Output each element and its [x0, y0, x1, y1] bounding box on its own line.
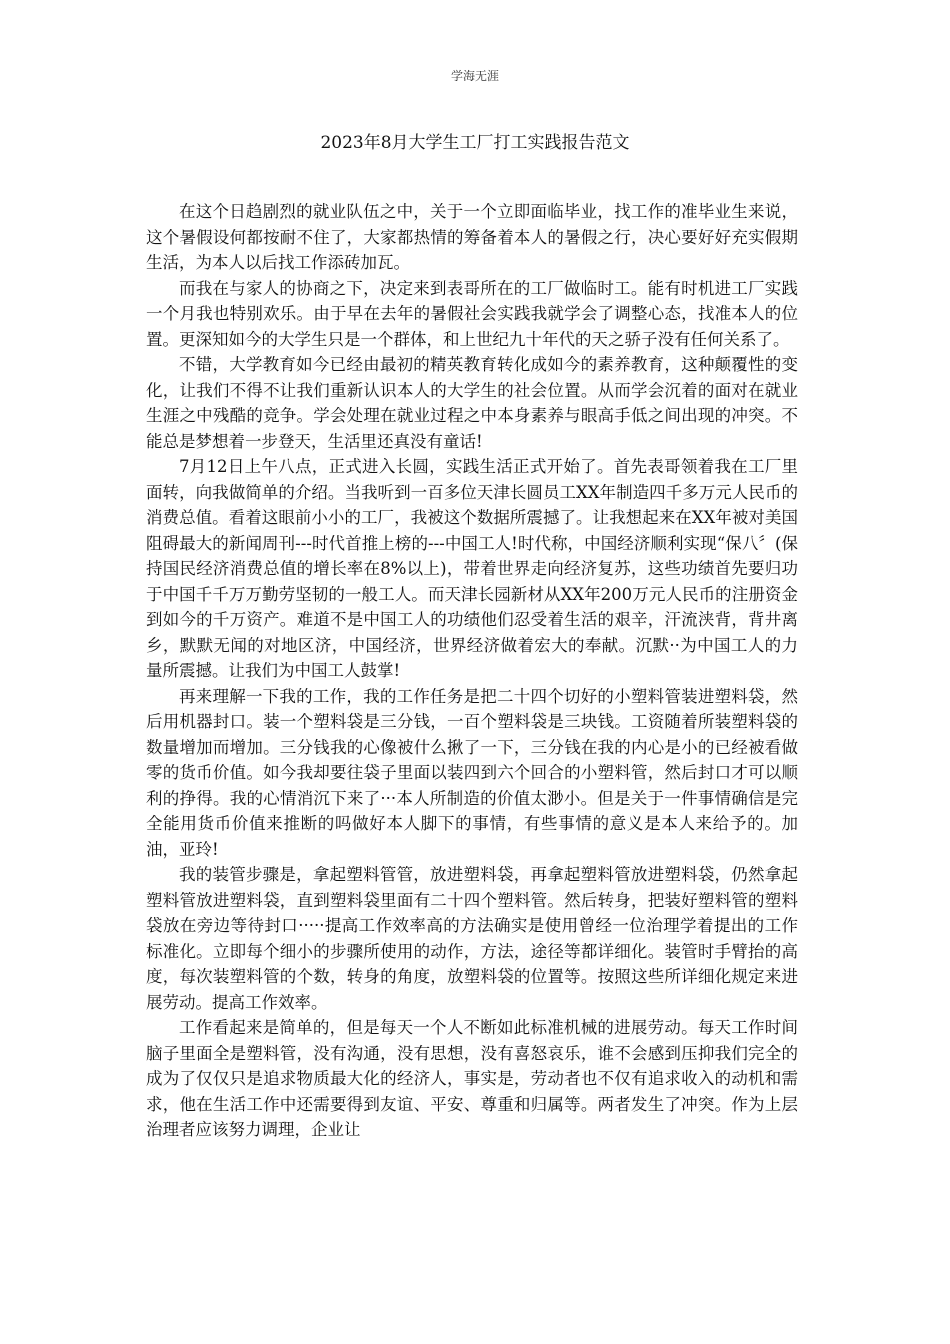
document-body	[146, 199, 798, 1143]
paragraph: 7月12日上午八点，正式进入长圆，实践生活正式开始了。首先表哥领着我在工厂里面转，向我做简单的介绍。当我听到一百多位天津长圆员工XX年制造四千多万元人民币的消费总值。看着这眼前小小的工厂，我被这个数据所震撼了。让我想起来在XX年被对美国阻碍最大的新闻周刊---时代首推上榜的---中国工人!时代称，中国经济顺利实现“保八〞(保持国民经济消费总值的增长率在8%以上)，带着世界走向经济复苏，这些功绩首先要归功于中国千千万万勤劳坚韧的一般工人。而天津长园新材从XX年200万元人民币的注册资金到如今的千万资产。难道不是中国工人的功绩他们忍受着生活的艰辛，汗流浃背，背井离乡，默默无闻的对地区济，中国经济，世界经济做着宏大的奉献。沉默··为中国工人的力量所震撼。让我们为中国工人鼓掌!	[146, 457, 798, 680]
paragraph: 而我在与家人的协商之下，决定来到表哥所在的工厂做临时工。能有时机进工厂实践一个月我也特别欢乐。由于早在去年的暑假社会实践我就学会了调整心态，找准本人的位置。更深知如今的大学生只是一个群体，和上世纪九十年代的天之骄子没有任何关系了。	[146, 278, 798, 349]
paragraph: 工作看起来是简单的，但是每天一个人不断如此标准机械的进展劳动。每天工作时间脑子里面全是塑料管，没有沟通，没有思想，没有喜怒哀乐，谁不会感到压抑我们完全的成为了仅仅只是追求物质最大化的经济人，事实是，劳动者也不仅有追求收入的动机和需求，他在生活工作中还需要得到友谊、平安、尊重和归属等。两者发生了冲突。作为上层治理者应该努力调理，企业让	[146, 1018, 798, 1139]
paragraph: 我的装管步骤是，拿起塑料管管，放进塑料袋，再拿起塑料管放进塑料袋，仍然拿起塑料管放进塑料袋，直到塑料袋里面有二十四个塑料管。然后转身，把装好塑料管的塑料袋放在旁边等待封口·····提高工作效率高的方法确实是使用曾经一位治理学着提出的工作标准化。立即每个细小的步骤所使用的动作，方法，途径等都详细化。装管时手臂抬的高度，每次装塑料管的个数，转身的角度，放塑料袋的位置等。按照这些所详细化规定来进展劳动。提高工作效率。	[146, 865, 798, 1012]
paragraph: 在这个日趋剧烈的就业队伍之中，关于一个立即面临毕业，找工作的准毕业生来说，这个暑假设何都按耐不住了，大家都热情的筹备着本人的暑假之行，决心要好好充实假期生活，为本人以后找工作添砖加瓦。	[146, 202, 798, 272]
paragraph: 不错，大学教育如今已经由最初的精英教育转化成如今的素养教育，这种颠覆性的变化，让我们不得不让我们重新认识本人的大学生的社会位置。从而学会沉着的面对在就业生涯之中残酷的竞争。学会处理在就业过程之中本身素养与眼高手低之间出现的冲突。不能总是梦想着一步登天，生活里还真没有童话!	[146, 355, 798, 451]
document-title: 2023年8月大学生工厂打工实践报告范文	[320, 133, 630, 153]
paragraph: 再来理解一下我的工作，我的工作任务是把二十四个切好的小塑料管装进塑料袋，然后用机器封口。装一个塑料袋是三分钱，一百个塑料袋是三块钱。工资随着所装塑料袋的数量增加而增加。三分钱我的心像被什么揪了一下，三分钱在我的内心是小的已经被看做零的货币价值。如今我却要往袋子里面以装四到六个回合的小塑料管，然后封口才可以顺利的挣得。我的心情消沉下来了···本人所制造的价值太渺小。但是关于一件事情确信是完全能用货币价值来推断的吗做好本人脚下的事情，有些事情的意义是本人来给予的。加油，亚玲!	[146, 686, 798, 859]
page-header: 学海无涯	[450, 69, 499, 83]
